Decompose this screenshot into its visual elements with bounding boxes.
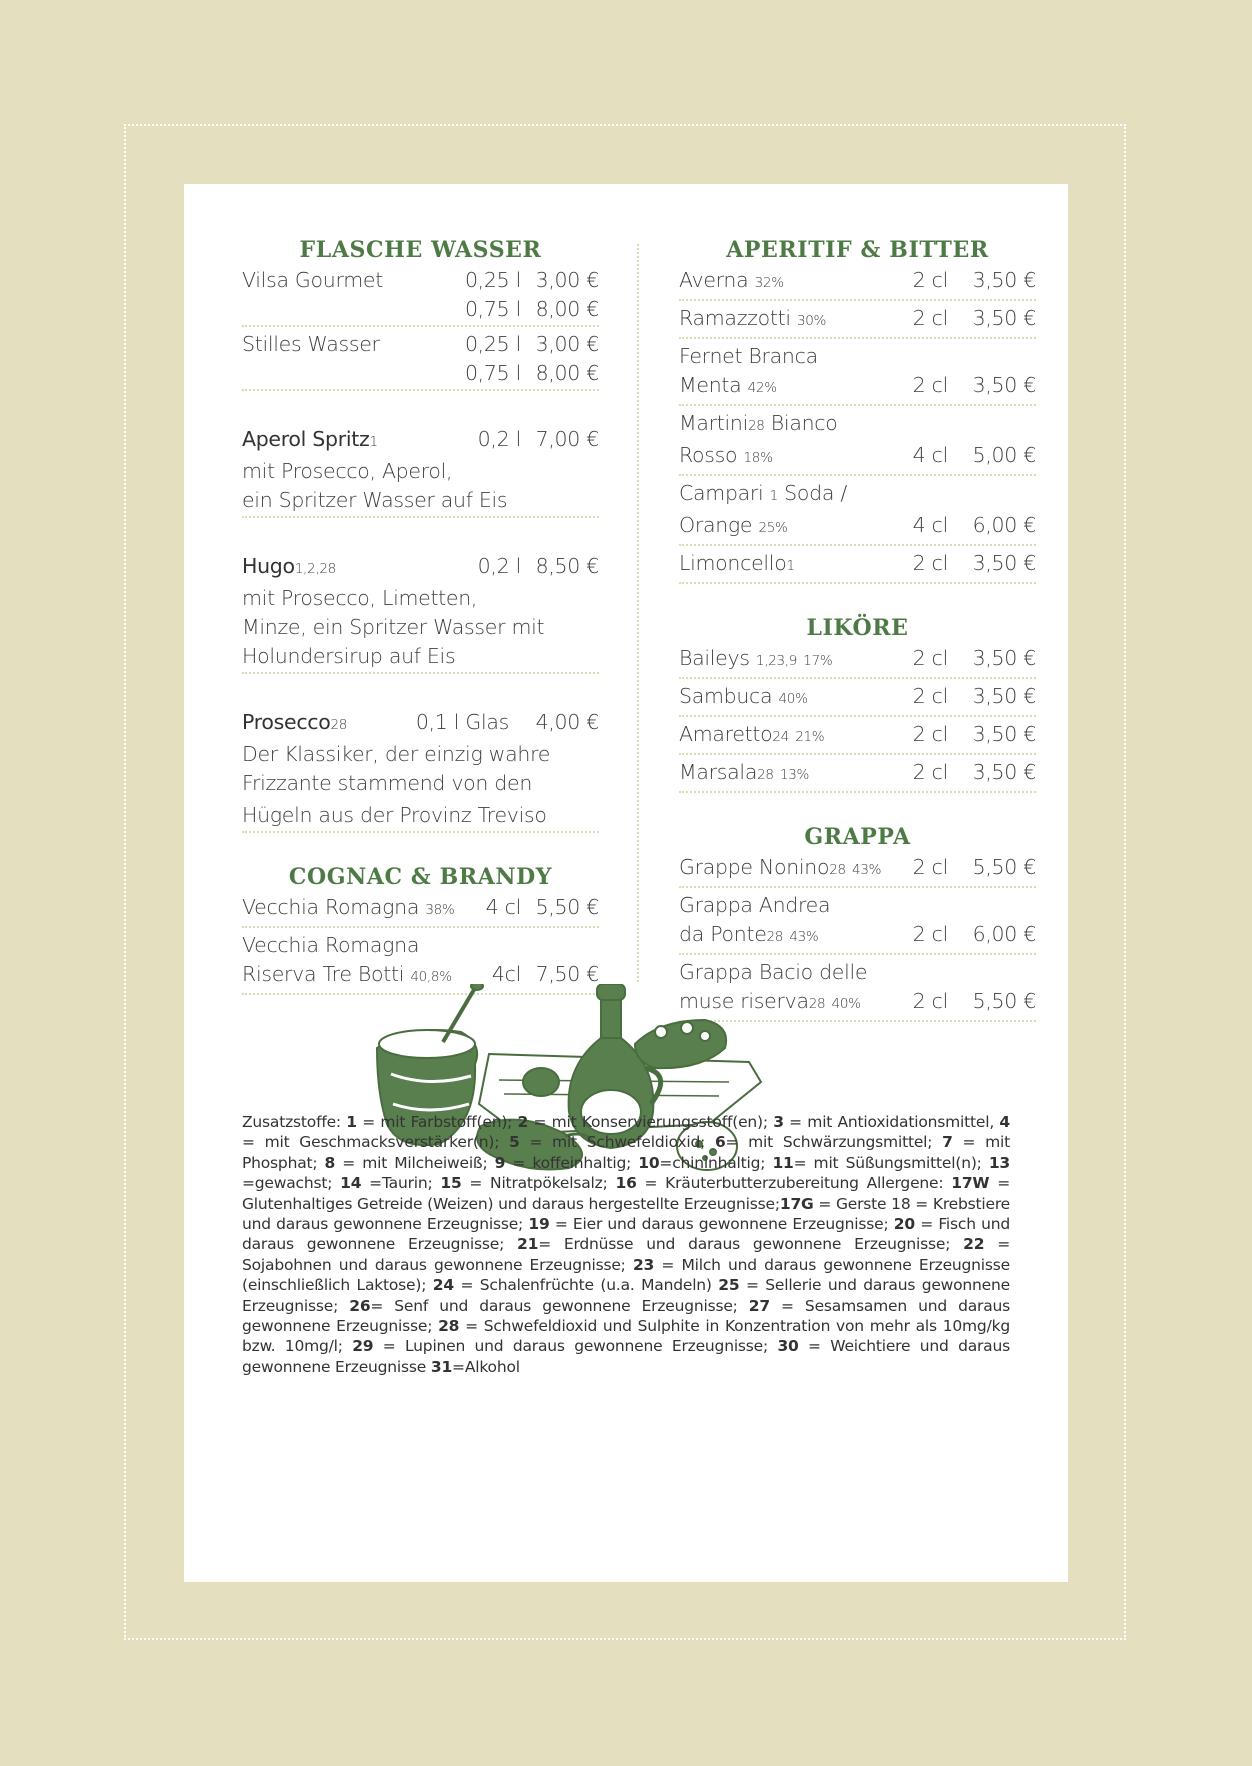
- footnote-code: 23: [632, 1255, 655, 1274]
- footnote-code: 9: [494, 1153, 506, 1172]
- footnote-code: 27: [748, 1296, 770, 1315]
- item-description: mit Prosecco, Aperol,: [242, 459, 453, 483]
- item-price: 3,50 €: [972, 306, 1036, 330]
- item-alcohol: 40%: [831, 996, 861, 1012]
- item-name: Limoncello: [679, 551, 787, 575]
- item-allergen-codes: 1,23,9: [755, 653, 798, 669]
- menu-item-amaretto: [679, 720, 1036, 755]
- item-qty: 2 cl: [912, 722, 948, 746]
- item-name: Sambuca: [679, 684, 773, 708]
- footnote-code: 19: [528, 1215, 550, 1234]
- item-price: 6,00 €: [972, 513, 1036, 537]
- footnote-text: = Erdnüsse und daraus gewonnene Erzeugnisse;: [538, 1235, 964, 1254]
- footnote-text: = Fisch und daraus gewonnene Erzeugnisse;: [242, 1215, 1011, 1254]
- item-description: ein Spritzer Wasser auf Eis: [242, 488, 508, 512]
- item-allergen-codes: 1: [769, 488, 778, 504]
- item-price: 3,00 €: [535, 332, 599, 356]
- footnote-code: 16: [615, 1174, 637, 1193]
- item-qty: 2 cl: [912, 306, 948, 330]
- footnote-code: 29: [352, 1337, 374, 1356]
- item-qty: 2 cl: [912, 646, 948, 670]
- item-qty: 4 cl: [485, 895, 521, 919]
- item-alcohol: 43%: [789, 929, 819, 945]
- item-qty: 0,25 l: [464, 268, 521, 292]
- item-name: Menta: [679, 373, 742, 397]
- item-allergen-codes: 24: [772, 729, 789, 745]
- item-allergen-codes: 1: [369, 434, 378, 450]
- footnote-code: 15: [440, 1174, 462, 1193]
- footnote-code: 7: [942, 1133, 953, 1152]
- footnote-code: 5: [509, 1133, 520, 1152]
- footnote-text: = Lupinen und daraus gewonnene Erzeugnisse;: [373, 1337, 778, 1356]
- item-alcohol: 38%: [425, 902, 455, 918]
- item-name: Hugo: [242, 554, 295, 578]
- footnote-label: Zusatzstoffe:: [242, 1113, 341, 1131]
- item-alcohol: 32%: [754, 275, 784, 291]
- item-name: Aperol Spritz: [242, 427, 370, 451]
- footnote-code: 1: [346, 1113, 357, 1131]
- item-description: Frizzante stammend von den: [242, 771, 533, 795]
- footnote-text: = mit Schwärzungsmittel;: [725, 1133, 943, 1152]
- item-qty: 4 cl: [912, 443, 948, 467]
- menu-item-aperol-spritz: [242, 425, 599, 518]
- footnote-code: 22: [963, 1235, 985, 1254]
- item-price: 3,50 €: [972, 268, 1036, 292]
- item-price: 6,00 €: [972, 922, 1036, 946]
- menu-item-limoncello: [679, 549, 1036, 584]
- item-qty: 0,25 l: [464, 332, 521, 356]
- menu-item-fernet-branca: [679, 342, 1036, 406]
- item-description: Holundersirup auf Eis: [242, 644, 456, 668]
- item-price: 3,50 €: [972, 373, 1036, 397]
- footnote-text: = mit Süßungsmittel(n);: [793, 1153, 989, 1172]
- item-alcohol: 30%: [796, 313, 827, 329]
- footnote-code: 24: [432, 1276, 454, 1295]
- item-description: Der Klassiker, der einzig wahre: [242, 742, 551, 766]
- column-divider: [637, 244, 639, 982]
- item-name: Riserva Tre Botti: [242, 962, 405, 986]
- item-name: Fernet Branca: [679, 344, 818, 368]
- footnote-code: 17G: [779, 1194, 814, 1213]
- footnote-text: = Nitratpökelsalz;: [461, 1174, 616, 1193]
- footnote-code: 30: [777, 1337, 799, 1356]
- menu-item-baileys: [679, 644, 1036, 679]
- item-name: Ramazzotti: [679, 306, 791, 330]
- item-qty: 0,1 l Glas: [415, 710, 509, 734]
- section-title-grappa: GRAPPA: [804, 824, 911, 850]
- menu-item-hugo: [242, 552, 599, 674]
- footnote-code: 8: [324, 1153, 336, 1172]
- item-allergen-codes: 1: [786, 558, 795, 574]
- menu-item-grappe-nonino: [679, 853, 1036, 888]
- item-qty: 2 cl: [912, 922, 948, 946]
- item-price: 3,50 €: [972, 684, 1036, 708]
- item-alcohol: 18%: [743, 450, 773, 466]
- footnote-text: = Weichtiere und daraus gewonnene Erzeugnisse: [242, 1337, 1010, 1376]
- right-column: [679, 236, 1036, 1025]
- footnote-code: 4: [999, 1113, 1010, 1131]
- footnote-code: 26: [349, 1296, 371, 1315]
- item-name: Martini: [679, 411, 748, 435]
- footnote-text: = Schalenfrüchte (u.a. Mandeln): [453, 1276, 719, 1295]
- footnote-text: = Eier und daraus gewonnene Erzeugnisse;: [549, 1215, 894, 1234]
- item-price: 5,50 €: [972, 855, 1036, 879]
- item-name: Grappa Bacio delle: [679, 960, 868, 984]
- item-alcohol: 21%: [795, 729, 825, 745]
- item-price: 7,50 €: [535, 962, 599, 986]
- footnote-text: = Sellerie und daraus gewonnene Erzeugnisse;: [242, 1276, 1010, 1315]
- item-qty: 0,2 l: [477, 427, 521, 451]
- footnote-text: = mit Phosphat;: [242, 1133, 1010, 1172]
- item-name: Bianco: [764, 411, 838, 435]
- footnote-text: = mit Konservierungsstoff(en);: [528, 1113, 774, 1131]
- footnote-text: = koffeinhaltig;: [505, 1153, 639, 1172]
- item-allergen-codes: 1,2,28: [294, 561, 336, 577]
- left-column: [242, 236, 599, 998]
- section-title-cognac: COGNAC & BRANDY: [288, 864, 553, 890]
- footnote-text: = mit Schwefeldioxid;: [519, 1133, 715, 1152]
- section-title-wasser: FLASCHE WASSER: [299, 237, 542, 263]
- item-price: 3,50 €: [972, 760, 1036, 784]
- menu-item-stilles-wasser: [242, 330, 599, 391]
- footnote-code: 11: [772, 1153, 794, 1172]
- item-name: Campari: [679, 481, 770, 505]
- item-allergen-codes: 28: [829, 862, 846, 878]
- item-qty: 2 cl: [912, 989, 948, 1013]
- footnote-code: 14: [340, 1174, 362, 1193]
- menu-item-vilsa: [242, 266, 599, 327]
- item-name: Vecchia Romagna: [242, 895, 420, 919]
- footnote-text: = Schwefeldioxid und Sulphite in Konzentration von mehr als 10mg/kg bzw. 10mg/l;: [242, 1317, 1011, 1356]
- item-alcohol: 40,8%: [410, 969, 452, 985]
- menu-item-prosecco: [242, 708, 599, 833]
- footnote-text: = mit Geschmacksverstärker(n);: [242, 1133, 510, 1152]
- item-price: 5,50 €: [972, 989, 1036, 1013]
- footnote-text: =Alkohol: [452, 1357, 520, 1376]
- item-alcohol: 25%: [758, 520, 788, 536]
- section-title-likoere: LIKÖRE: [806, 615, 909, 641]
- footnote-code: 31: [430, 1357, 453, 1376]
- item-allergen-codes: 28: [808, 996, 826, 1012]
- footnote-text: = mit Antioxidationsmittel,: [783, 1113, 1000, 1131]
- menu-item-sambuca: [679, 682, 1036, 717]
- footnote-code: 3: [773, 1113, 784, 1131]
- item-qty: 2 cl: [912, 551, 948, 575]
- item-price: 8,00 €: [535, 297, 599, 321]
- item-alcohol: 43%: [852, 862, 882, 878]
- footnote-text: = Glutenhaltiges Getreide (Weizen) und daraus hergestellte Erzeugnisse;: [242, 1174, 1010, 1213]
- footnote-text: =chininhaltig;: [659, 1153, 773, 1172]
- item-qty: 0,75 l: [464, 297, 521, 321]
- item-price: 3,00 €: [535, 268, 599, 292]
- item-alcohol: 17%: [803, 653, 833, 669]
- menu-item-ramazzotti: [679, 304, 1036, 339]
- item-price: 3,50 €: [972, 722, 1036, 746]
- item-allergen-codes: 28: [766, 929, 784, 945]
- item-qty: 0,2 l: [477, 554, 521, 578]
- item-name: Soda /: [777, 481, 847, 505]
- item-price: 5,50 €: [535, 895, 599, 919]
- menu-item-marsala: [679, 758, 1036, 793]
- item-name: Grappa Andrea: [679, 893, 831, 917]
- item-qty: 4cl: [491, 962, 521, 986]
- item-price: 7,00 €: [535, 427, 599, 451]
- item-qty: 2 cl: [912, 855, 948, 879]
- footnote-text: =gewachst;: [242, 1174, 341, 1193]
- item-name: Prosecco: [242, 710, 331, 734]
- item-name: Rosso: [679, 443, 738, 467]
- item-allergen-codes: 28: [757, 767, 774, 783]
- item-price: 3,50 €: [972, 646, 1036, 670]
- item-price: 4,00 €: [535, 710, 599, 734]
- item-name: Vilsa Gourmet: [242, 268, 383, 292]
- item-price: 3,50 €: [972, 551, 1036, 575]
- footnote-code: 13: [988, 1153, 1011, 1172]
- item-qty: 2 cl: [912, 373, 948, 397]
- footnote-text: = Senf und daraus gewonnene Erzeugnisse;: [370, 1296, 749, 1315]
- footnote-text: = Sesamsamen und daraus gewonnene Erzeugnisse;: [242, 1296, 1010, 1336]
- menu-card: [184, 184, 1068, 1582]
- item-name: Vecchia Romagna: [242, 933, 420, 957]
- footnote-text: = Gerste 18 = Krebstiere und daraus gewonnene Erzeugnisse;: [242, 1194, 1011, 1234]
- item-qty: 2 cl: [912, 268, 948, 292]
- item-name: Marsala: [679, 760, 758, 784]
- item-allergen-codes: 28: [330, 717, 348, 733]
- item-qty: 4 cl: [912, 513, 948, 537]
- footnote-text: = mit Farbstoff(en);: [356, 1113, 518, 1131]
- footnote-code: 28: [438, 1317, 460, 1336]
- footnote-text: =Taurin;: [361, 1174, 441, 1193]
- item-name: Amaretto: [679, 722, 773, 746]
- item-name: Baileys: [679, 646, 750, 670]
- footnote-code: 21: [517, 1235, 539, 1254]
- item-name: Orange: [679, 513, 753, 537]
- item-alcohol: 13%: [779, 767, 810, 783]
- footnote-code: 10: [638, 1153, 660, 1172]
- item-alcohol: 40%: [778, 691, 808, 707]
- item-description: mit Prosecco, Limetten,: [242, 586, 478, 610]
- item-qty: 0,75 l: [464, 361, 521, 385]
- footnote-text: = mit Milcheiweiß;: [335, 1153, 495, 1172]
- menu-item-grappa-andrea: [679, 891, 1036, 955]
- footnote-code: 25: [718, 1276, 740, 1295]
- footnote-code: 17W: [951, 1174, 990, 1193]
- menu-item-vecchia-romagna: [242, 893, 599, 928]
- menu-item-martini: [679, 409, 1036, 476]
- item-name: muse riserva: [679, 989, 809, 1013]
- footnote-code: 2: [517, 1113, 529, 1131]
- item-alcohol: 42%: [747, 380, 777, 396]
- menu-item-campari: [679, 479, 1036, 546]
- section-title-aperitif: APERITIF & BITTER: [726, 237, 989, 263]
- item-description: Minze, ein Spritzer Wasser mit: [242, 615, 545, 639]
- item-allergen-codes: 28: [748, 418, 765, 434]
- item-qty: 2 cl: [912, 760, 948, 784]
- item-name: Stilles Wasser: [242, 332, 380, 356]
- item-description: Hügeln aus der Provinz Treviso: [242, 803, 547, 827]
- footnote-code: 6: [714, 1133, 726, 1152]
- additives-footnote: [242, 1112, 1010, 1377]
- footnote-text: = Kräuterbutterzubereitung Allergene:: [636, 1174, 952, 1193]
- footnote-text: = Sojabohnen und daraus gewonnene Erzeugnisse;: [242, 1235, 1010, 1274]
- item-price: 8,50 €: [535, 554, 599, 578]
- item-qty: 2 cl: [912, 684, 948, 708]
- footnote-code: 20: [893, 1215, 915, 1234]
- menu-item-averna: [679, 266, 1036, 301]
- item-price: 5,00 €: [972, 443, 1036, 467]
- item-name: Grappe Nonino: [679, 855, 830, 879]
- item-price: 8,00 €: [535, 361, 599, 385]
- item-name: da Ponte: [679, 922, 767, 946]
- item-name: Averna: [679, 268, 749, 292]
- footnote-text: = Milch und daraus gewonnene Erzeugnisse (einschließlich Laktose);: [242, 1255, 1010, 1295]
